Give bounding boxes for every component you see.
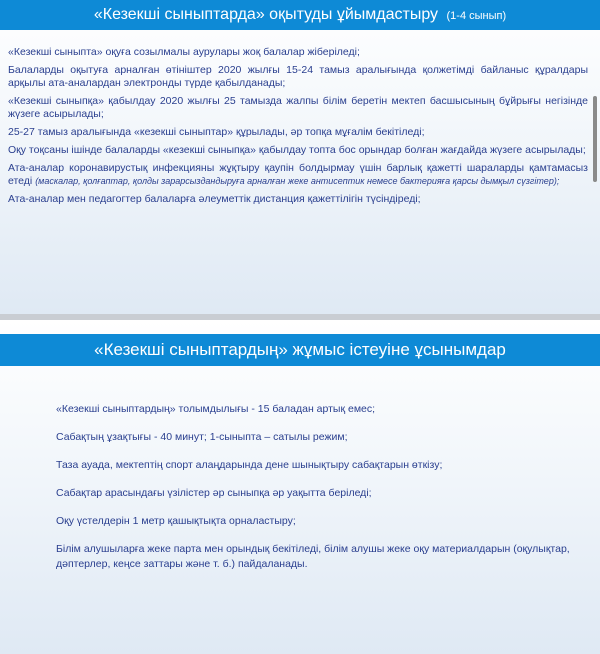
slide-organization [0,0,600,314]
arrow-bullet-icon [0,144,8,157]
arrow-bullet-icon [22,403,56,417]
slide2-title-banner [0,334,600,366]
arrow-bullet-icon [0,95,8,108]
list-item: Білім алушыларға жеке парта мен орындық бекітіледі, білім алушы жеке оқу материалдарын (оқулықтар, дәптерлер, кеңсе заттары және т. б.) пайдаланады. [22,542,598,571]
slide1-title: «Кезекші сыныптарда» оқытуды ұйымдастыру [93,6,439,23]
list-item: Ата-аналар коронавирустық инфекцияны жұқтыру қаупін болдырмау үшін барлық қажетті шараларды қамтамасыз етеді (маскалар, қолғаптар, қолды зарарсыздандыруға арналған жеке антисептик немесе бактерияға қарсы дымқыл сүзгітер); [8,162,588,188]
slide1-title-sub: (1-4 сынып) [446,10,507,22]
arrow-bullet-icon [22,431,56,445]
list-item: Сабақтар арасындағы үзілістер әр сыныпқа әр уақытта беріледі; [22,486,598,501]
arrow-bullet-icon [0,193,8,206]
arrow-bullet-icon [22,515,56,529]
list-item: Оқу үстелдерін 1 метр қашықтықта орналастыру; [22,514,598,529]
arrow-bullet-icon [22,543,56,557]
list-item: Балаларды оқытуға арналған өтініштер 2020 жылғы 15-24 тамыз аралығында қолжетімді байланыс құралдары арқылы ата-аналардан электронды түрде қабылданады; [8,64,588,90]
arrow-bullet-icon [22,487,56,501]
list-item: «Кезекші сыныпта» оқуға созылмалы аурулары жоқ балалар жіберіледі; [8,46,588,59]
list-item: Оқу тоқсаны ішінде балаларды «кезекші сыныпқа» қабылдау топта бос орындар болған жағдайда жүзеге асырылады; [8,144,588,157]
arrow-bullet-icon [0,126,8,139]
list-item: 25-27 тамыз аралығында «кезекші сыныптар» құрылады, әр топқа мұғалім бекітіледі; [8,126,588,139]
slide2-title: «Кезекші сыныптардың» жұмыс істеуіне ұсынымдар [94,340,506,359]
scrollbar-thumb[interactable] [593,96,597,182]
arrow-bullet-icon [0,64,8,77]
arrow-bullet-icon [0,46,8,59]
slide2-bullet-list [22,402,598,584]
arrow-bullet-icon [0,162,8,175]
slide1-bullet-list [8,46,588,211]
arrow-bullet-icon [22,459,56,473]
list-item: Таза ауада, мектептің спорт алаңдарында дене шынықтыру сабақтарын өткізу; [22,458,598,473]
slide-recommendations [0,320,600,654]
slide1-title-banner [0,0,600,30]
list-item: «Кезекші сыныптардың» толымдылығы - 15 баладан артық емес; [22,402,598,417]
list-item: Ата-аналар мен педагогтер балаларға әлеуметтік дистанция қажеттілігін түсіндіреді; [8,193,588,206]
list-item: «Кезекші сыныпқа» қабылдау 2020 жылғы 25 тамызда жалпы білім беретін мектеп басшысының бұйрығы негізінде жүзеге асырылады; [8,95,588,121]
list-item-note: (маскалар, қолғаптар, қолды зарарсыздандыруға арналған жеке антисептик немесе бактерияға қарсы дымқыл сүзгітер); [35,176,560,186]
list-item: Сабақтың ұзақтығы - 40 минут; 1-сыныпта – сатылы режим; [22,430,598,445]
